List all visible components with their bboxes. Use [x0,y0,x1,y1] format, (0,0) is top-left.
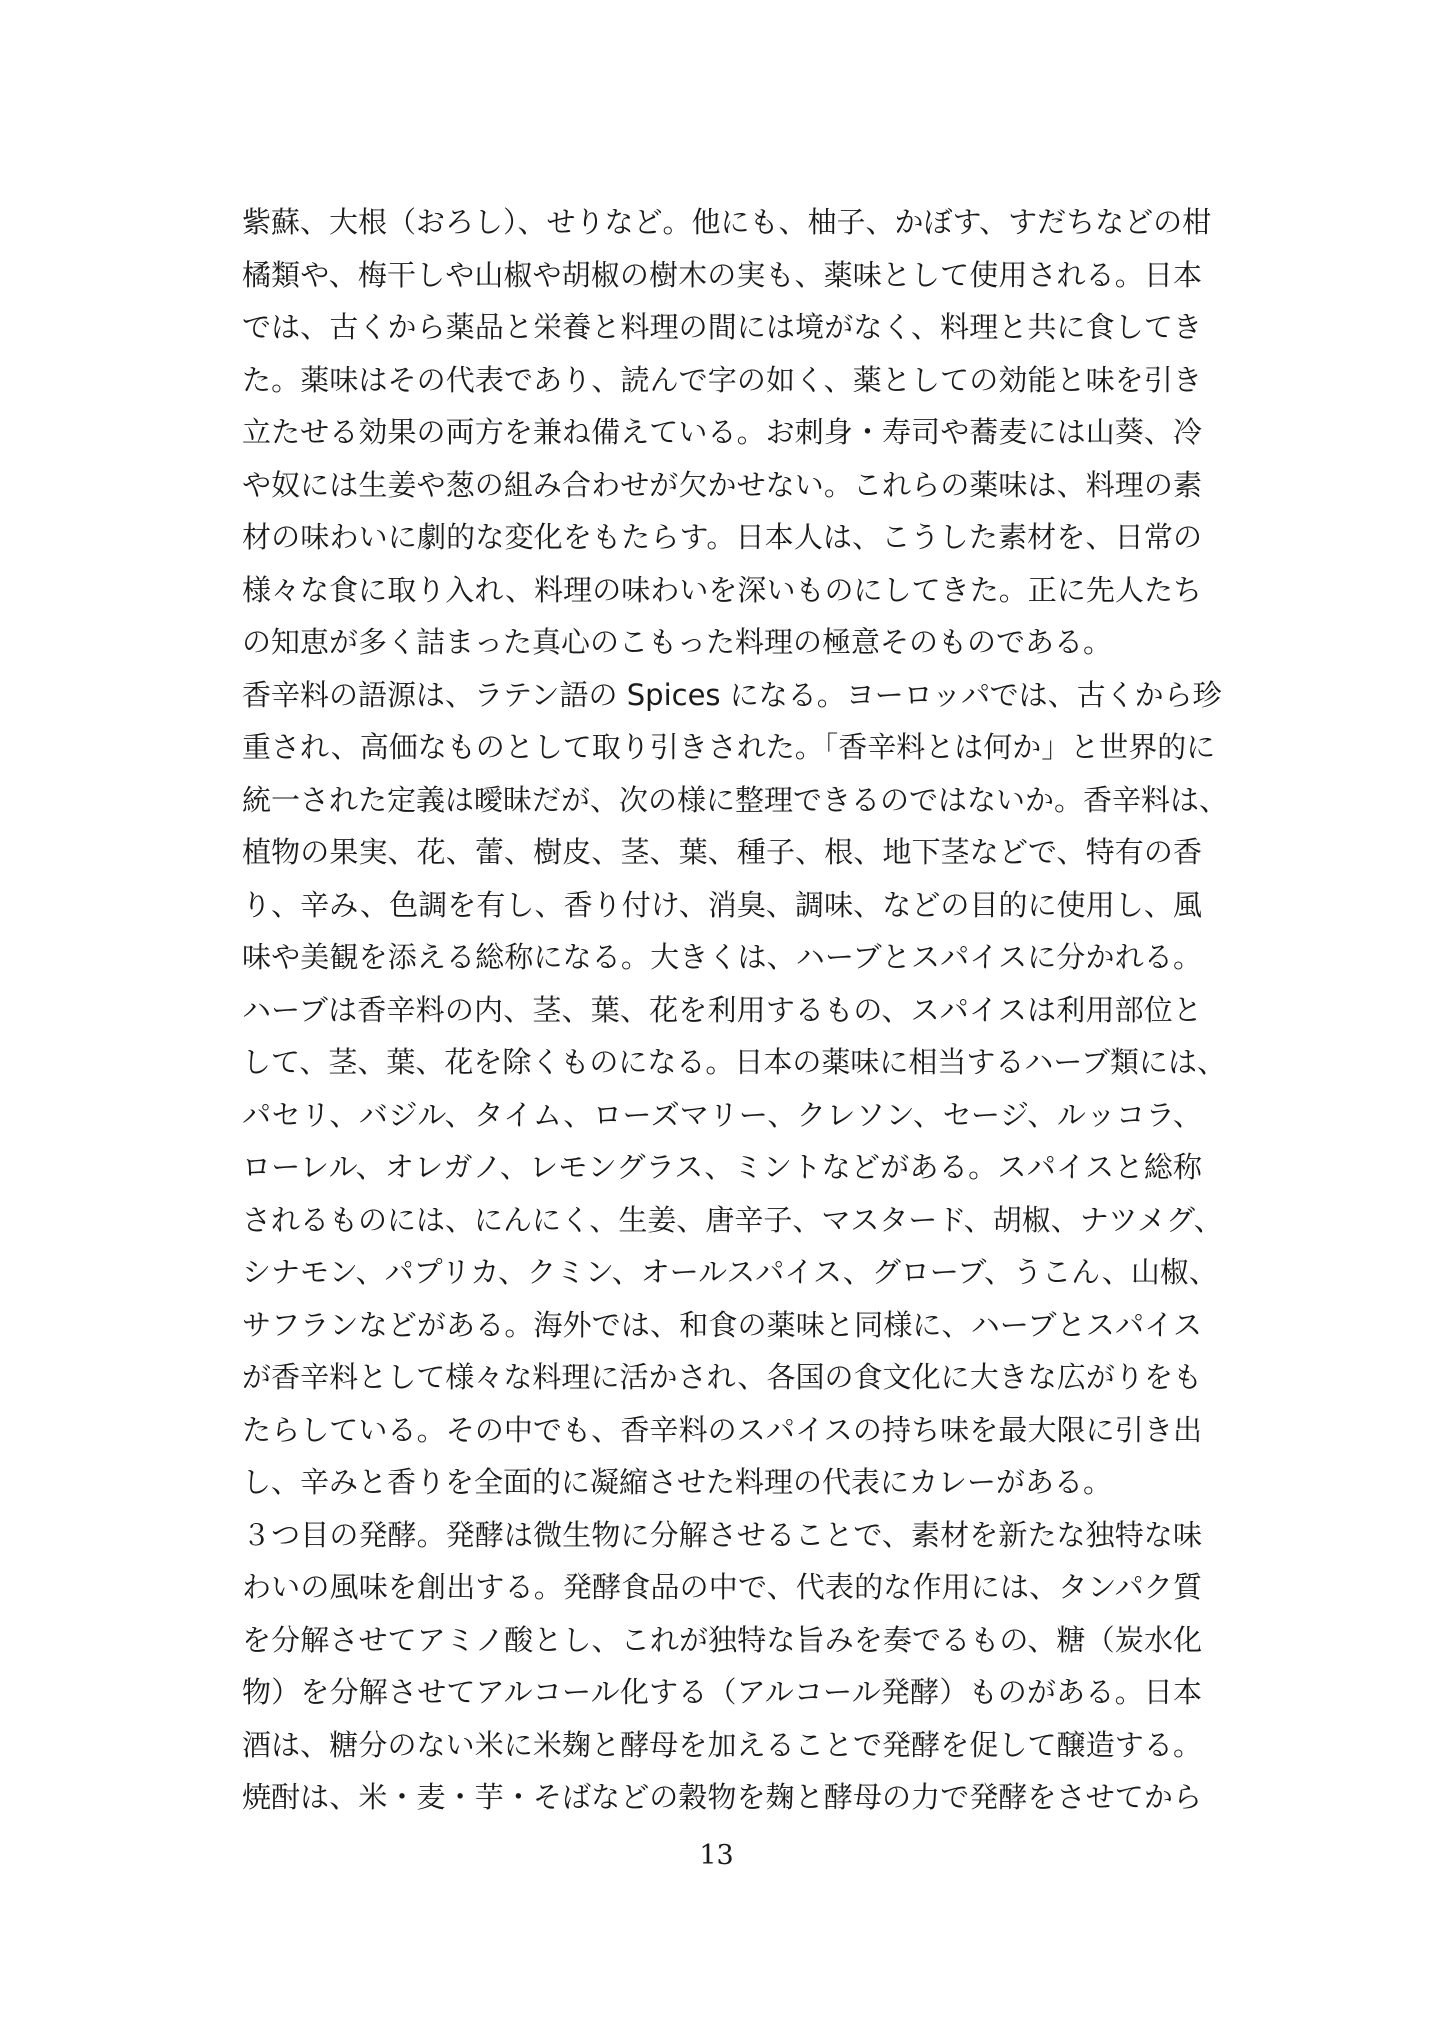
text-line: して、茎、葉、花を除くものになる。日本の薬味に相当するハーブ類には、 [242,1045,1226,1079]
text-line: を分解させてアミノ酸とし、これが独特な旨みを奏でるもの、糖（炭水化 [242,1622,1202,1657]
text-line: たらしている。その中でも、香辛料のスパイスの持ち味を最大限に引き出 [242,1412,1202,1447]
text-line: た。薬味はその代表であり、読んで字の如く、薬としての効能と味を引き [242,362,1202,397]
text-line: が香辛料として様々な料理に活かされ、各国の食文化に大きな広がりをも [242,1360,1202,1394]
text-line: ハーブは香辛料の内、茎、葉、花を利用するもの、スパイスは利用部位と [242,992,1202,1027]
text-line: されるものには、にんにく、生姜、唐辛子、マスタード、胡椒、ナツメグ、 [242,1202,1223,1237]
text-line: 植物の果実、花、蕾、樹皮、茎、葉、種子、根、地下茎などで、特有の香 [242,835,1202,869]
text-line: 統一された定義は曖昧だが、次の様に整理できるのではないか。香辛料は、 [242,782,1229,817]
text-line: 香辛料の語源は、ラテン語の Spices になる。ヨーロッパでは、古くから珍 [242,677,1222,712]
page-number: 13 [699,1840,734,1871]
text-line: 紫蘇、大根（おろし）、せりなど。他にも、柚子、かぼす、すだちなどの柑 [242,205,1212,239]
text-line: 物）を分解させてアルコール化する（アルコール発酵）ものがある。日本 [242,1675,1202,1709]
body-text [242,196,1229,1824]
text-line: 酒は、糖分のない米に米麹と酵母を加えることで発酵を促して醸造する。 [242,1727,1202,1762]
text-line: サフランなどがある。海外では、和食の薬味と同様に、ハーブとスパイス [242,1307,1202,1342]
text-line: では、古くから薬品と栄養と料理の間には境がなく、料理と共に食してき [242,310,1202,344]
text-line: 焼酎は、米・麦・芋・そばなどの穀物を麹と酵母の力で発酵をさせてから [242,1780,1202,1814]
text-line: パセリ、バジル、タイム、ローズマリー、クレソン、セージ、ルッコラ、 [242,1097,1202,1132]
text-line: り、辛み、色調を有し、香り付け、消臭、調味、などの目的に使用し、風 [242,887,1202,922]
text-line: 味や美観を添える総称になる。大きくは、ハーブとスパイスに分かれる。 [242,940,1202,974]
text-line: 様々な食に取り入れ、料理の味わいを深いものにしてきた。正に先人たち [242,572,1202,607]
text-line: ローレル、オレガノ、レモングラス、ミントなどがある。スパイスと総称 [242,1150,1202,1184]
text-line: わいの風味を創出する。発酵食品の中で、代表的な作用には、タンパク質 [242,1570,1202,1604]
text-line: シナモン、パプリカ、クミン、オールスパイス、グローブ、うこん、山椒、 [242,1255,1218,1289]
text-line: ３つ目の発酵。発酵は微生物に分解させることで、素材を新たな独特な味 [242,1517,1202,1552]
text-line: 材の味わいに劇的な変化をもたらす。日本人は、こうした素材を、日常の [242,520,1202,554]
text-line: の知恵が多く詰まった真心のこもった料理の極意そのものである。 [242,625,1113,659]
text-line: し、辛みと香りを全面的に凝縮させた料理の代表にカレーがある。 [242,1465,1113,1499]
text-line: 橘類や、梅干しや山椒や胡椒の樹木の実も、薬味として使用される。日本 [242,257,1202,292]
text-line: や奴には生姜や葱の組み合わせが欠かせない。これらの薬味は、料理の素 [242,467,1202,502]
text-line: 重され、高価なものとして取り引きされた。「香辛料とは何か」と世界的に [242,730,1216,764]
text-line: 立たせる効果の両方を兼ね備えている。お刺身・寿司や蕎麦には山葵、冷 [242,415,1202,449]
